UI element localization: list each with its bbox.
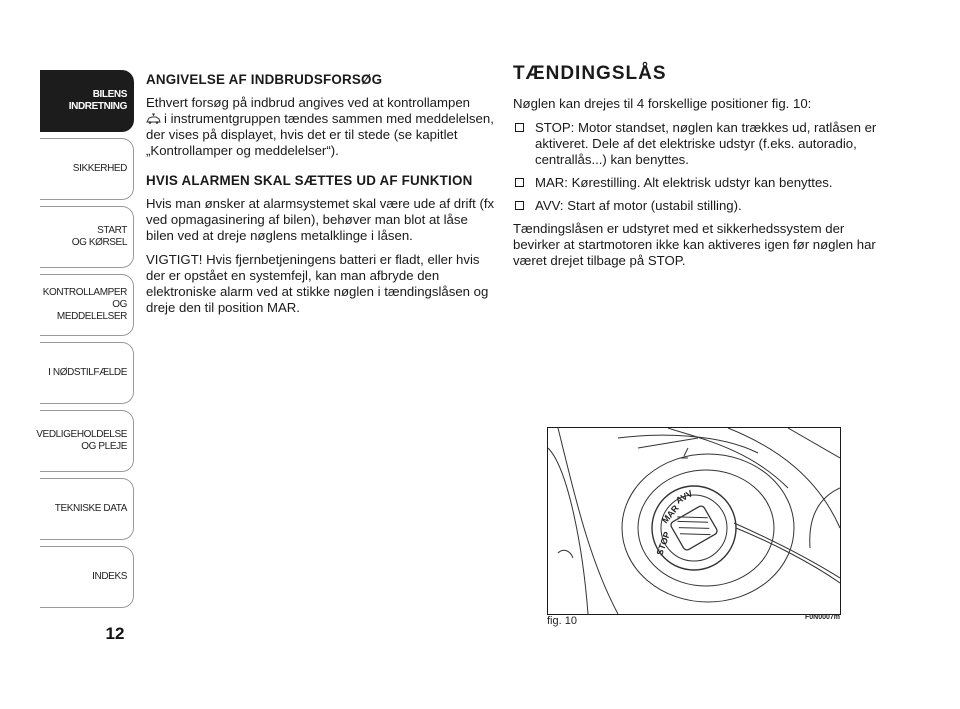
figure-caption: fig. 10: [547, 615, 577, 627]
paragraph: VIGTIGT! Hvis fjernbetjeningens batteri er fladt, eller hvis der er opstået en systemfejl, kan man afbryde den elektroniske alarm ved at stikke nøglen i tændingslåsen og dreje den til position MAR.: [146, 252, 489, 315]
section-heading: HVIS ALARMEN SKAL SÆTTES UD AF FUNKTION: [146, 173, 473, 188]
checkbox-bullet-icon: [515, 201, 524, 210]
tab-vedligeholdelse[interactable]: [36, 410, 134, 472]
ignition-lock-figure: [547, 427, 841, 615]
tab-label-line: KONTROLLAMPER: [42, 287, 127, 298]
list-item: [513, 198, 883, 214]
left-column: [146, 72, 498, 324]
ignition-lock-illustration: [548, 428, 840, 614]
tab-label-line: VEDLIGEHOLDELSE: [36, 429, 127, 440]
chapter-tabs: [36, 70, 134, 614]
tab-label-line: OG PLEJE: [81, 441, 127, 452]
tab-label-line: TEKNISKE DATA: [54, 503, 127, 514]
checkbox-bullet-icon: [515, 123, 524, 132]
paragraph: Hvis man ønsker at alarmsystemet skal være ude af drift (fx ved opmagasinering af bilen), behøver man blot at låse bilen ved at dreje nøglens metalklinge i låsen.: [146, 196, 495, 243]
paragraph-text: Ethvert forsøg på indbrud angives ved at kontrollampen: [146, 95, 471, 110]
tab-label-line: BILENS: [92, 89, 127, 100]
checkbox-bullet-icon: [515, 178, 524, 187]
list-item-text: STOP: Motor standset, nøglen kan trækkes ud, ratlåsen er aktiveret. Dele af det elektriske udstyr (f.eks. autoradio, centrallås...) kan benyttes.: [535, 120, 877, 167]
list-item: [513, 120, 883, 168]
paragraph: Nøglen kan drejes til 4 forskellige positioner fig. 10:: [513, 96, 812, 111]
paragraph: [146, 95, 498, 159]
paragraph-text: i instrumentgruppen tændes sammen med meddelelsen, der vises på displayet, hvis det er til stede (se kapitlet „Kontrollamper og meddelelser“).: [146, 111, 494, 158]
tab-i-nodstilfaelde[interactable]: [40, 342, 134, 404]
right-column: [513, 63, 883, 277]
tab-bilens-indretning[interactable]: [40, 70, 134, 132]
tab-label-line: INDRETNING: [68, 101, 127, 112]
tab-label-line: I NØDSTILFÆLDE: [48, 367, 127, 378]
tab-label-line: SIKKERHED: [72, 163, 127, 174]
section-heading: ANGIVELSE AF INDBRUDSFORSØG: [146, 72, 383, 87]
paragraph: Tændingslåsen er udstyret med et sikkerhedssystem der bevirker at startmotoren ikke kan aktiveres igen før nøglen har været drejet tilbage på STOP.: [513, 221, 876, 268]
figure-code: F0N0007m: [805, 614, 841, 621]
list-item-text: AVV: Start af motor (ustabil stilling).: [535, 198, 742, 213]
tab-start-og-korsel[interactable]: [40, 206, 134, 268]
tab-label-line: OG MEDDELELSER: [56, 299, 127, 322]
tab-tekniske-data[interactable]: [40, 478, 134, 540]
list-item: [513, 175, 883, 191]
tab-sikkerhed[interactable]: [40, 138, 134, 200]
figure-label-mar: MAR: [659, 503, 681, 526]
list-item-text: MAR: Kørestilling. Alt elektrisk udstyr kan benyttes.: [535, 175, 833, 190]
position-list: [513, 120, 883, 214]
figure-label-stop: STOP: [654, 530, 673, 557]
tab-indeks[interactable]: [40, 546, 134, 608]
figure-label-avv: AVV: [674, 488, 695, 506]
section-title: TÆNDINGSLÅS: [513, 63, 667, 84]
tab-kontrollamper[interactable]: [40, 274, 134, 336]
page-number: 12: [105, 624, 125, 643]
tab-label-line: OG KØRSEL: [71, 237, 127, 248]
tab-label-line: START: [97, 225, 127, 236]
alarm-warning-icon: [146, 113, 161, 124]
tab-label-line: INDEKS: [92, 571, 127, 582]
